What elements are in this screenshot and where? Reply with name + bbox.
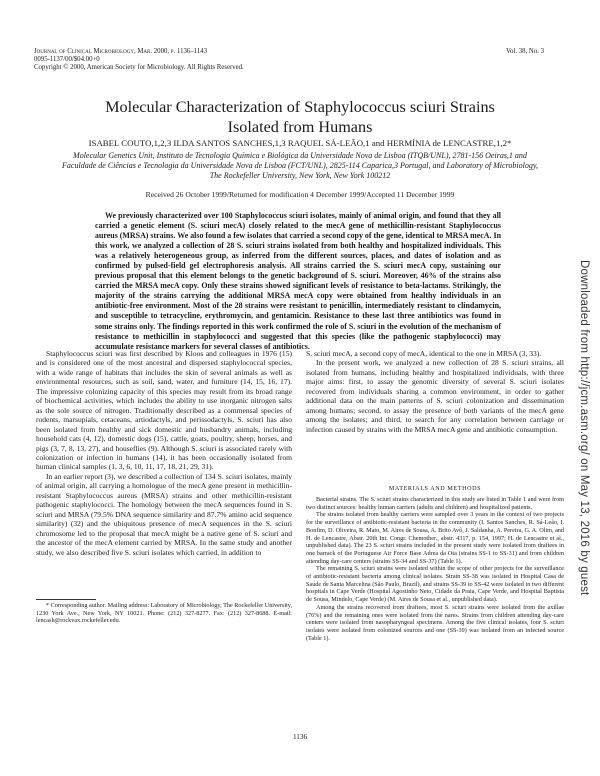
- methods-clinical: The remaining S. sciuri strains were isolated within the scope of other projects for the surveillance of antibiotic-resistant bacteria among clinical isolates. Strain SS-38 was isolated in Hospital Casa de Saúde de Santa Marcelina (São Paulo, Brazil), and strains SS-39 to SS-42 were isolated in two different hospitals in Cape Verde (Hospital Agostinho Neto, Cidade da Praia, Cape Verde, and Hospital Baptista de Sousa, Mindelo, Cape Verde) (M. Aires de Sousa et al., unpublished data).: [306, 565, 564, 604]
- footnote-rule: [36, 599, 96, 600]
- methods-strains: Bacterial strains. The S. sciuri strains characterized in this study are listed in Table 1 and were from two distinct sources: healthy human carriers (adults and children) and hospitalized patients.: [306, 496, 564, 511]
- right-column: [306, 349, 564, 434]
- footnote: * Corresponding author. Mailing address: Laboratory of Microbiology, The Rockefeller University, 1230 York Ave., New York, NY 10021. Phone: (212) 327-8277. Fax: (212) 327-8688. E-mail: lencash@rockvax.rockefeller.edu.: [36, 602, 292, 625]
- methods-healthy-carriers: The strains isolated from healthy carriers were sampled over 3 years in the context of two projects for the surveillance of antibiotic-resistant bacteria in the community (I. Santos Sanches, R. Sá-Leão, I. Bonfim, D. Oliveira, R. Mato, M. Aires de Sousa, A. Brito Avô, J. Saldanha, A. Pereira, G. A. Olim, and H. de Lencastre, Abstr. 20th Int. Congr. Chemother., abstr. 4317, p. 154, 1997; H. de Lencastre et al., unpublished data). The 23 S. sciuri strains included in the present study were isolated from draftees in one barrack of the Portuguese Air Force Base Adrea da Ota (strains SS-1 to SS-31) and from children attending day-care centers (strains SS-34 and SS-37) (Table 1).: [306, 511, 564, 565]
- page-number: 1136: [292, 733, 308, 741]
- intro-paragraph-aims: In the present work, we analyzed a new collection of 28 S. sciuri strains, all isolated from humans, including healthy and hospitalized individuals, with three major aims: first, to assay the genomic diversity of several S. sciuri isolates recovered from individuals sharing a common environment, in order to gather additional data on the main patterns of S. sciuri colonization and dissemination among humans; second, to assay the presence of both variants of the mecA gene among the isolates; and third, to search for any correlation between carriage or infection caused by strains with the MRSA mecA gene and antibiotic consumption.: [306, 358, 564, 434]
- paper-title: [0, 97, 600, 137]
- received-dates: Received 26 October 1999/Returned for modification 4 December 1999/Accepted 11 December 1999: [145, 190, 455, 199]
- issn: 0095-1137/00/$04.00+0: [34, 56, 100, 63]
- authors: ISABEL COUTO,1,2,3 ILDA SANTOS SANCHES,1,3 RAQUEL SÁ-LEÃO,1 and HERMÍNIA de LENCASTRE,1,2*: [88, 138, 512, 148]
- methods-sources: Among the strains recovered from draftees, most S. sciuri strains were isolated from the axillae (76%) and the remaining ones were isolated from the nares. Strains from children attending day-care centers were isolated from nasopharyngeal specimens. Among the five clinical isolates, four S. sciuri isolates were isolated from colonized sources and one (SS-39) was isolated from an infected source (Table 1).: [306, 603, 564, 642]
- section-heading: MATERIALS AND METHODS: [388, 486, 482, 492]
- volume: Vol. 38, No. 3: [506, 48, 545, 55]
- methods-text: [306, 496, 564, 642]
- copyright: Copyright © 2000, American Society for Microbiology. All Rights Reserved.: [34, 64, 244, 71]
- intro-paragraph-2: In an earlier report (3), we described a collection of 134 S. sciuri isolates, mainly of animal origin, all carrying a homologue of the mecA gene present in methicillin-resistant Staphylococcus aureus (MRSA) strains and other methicillin-resistant pathogenic staphylococci. The homology between the mecA sequences found in S. sciuri and MRSA (79.5% DNA sequence similarity and 87.7% amino acid sequence similarity) (32) and the ubiquitous presence of mecA sequences in the S. sciuri chromosome led to the proposal that mecA might be a native gene of S. sciuri and the ancestor of the mecA element carried by MRSA. In the same study and another study, we also described five S. sciuri isolates which carried, in addition to: [36, 471, 292, 557]
- download-watermark: Downloaded from http://jcm.asm.org/ on May 13, 2016 by guest: [578, 260, 590, 596]
- title-line-1: Molecular Characterization of Staphylococcus sciuri Strains: [105, 98, 495, 116]
- abstract: We previously characterized over 100 Staphylococcus sciuri isolates, mainly of animal origin, and found that they all carried a genetic element (S. sciuri mecA) closely related to the mecA gene of methicillin-resistant Staphylococcus aureus (MRSA) strains. We also found a few isolates that carried a second copy of the gene, identical to MRSA mecA. In this work, we analyzed a collection of 28 S. sciuri strains isolated from both healthy and hospitalized individuals. This was a relatively heterogeneous group, as inferred from the different sources, places, and dates of isolation and as confirmed by pulsed-field gel electrophoresis analysis. All strains carried the S. sciuri mecA copy, sustaining our previous proposal that this element belongs to the genetic background of S. sciuri. Moreover, 46% of the strains also carried the MRSA mecA copy. Only these strains showed significant levels of resistance to beta-lactams. Strikingly, the majority of the strains carrying the additional MRSA mecA copy were obtained from healthy individuals in an antibiotic-free environment. Most of the 28 strains were resistant to penicillin, intermediately resistant to clindamycin, and susceptible to tetracycline, erythromycin, and gentamicin. Resistance to these last three antibiotics was found in some strains only. The findings reported in this work confirmed the role of S. sciuri in the evolution of the mechanism of resistance to methicillin in staphylococci and suggested that this species (like the pathogenic staphylococci) may accumulate resistance markers for several classes of antibiotics.: [95, 211, 501, 351]
- affiliations: Molecular Genetics Unit, Instituto de Tecnologia Química e Biológica da Universidade Nova de Lisboa (ITQB/UNL), 2781-156 Oeiras,1 and Faculdade de Ciências e Tecnologia da Universidade Nova de Lisboa (FCT/UNL), 2825-114 Caparica,3 Portugal, and Laboratory of Microbiology, The Rockefeller University, New York, New York 100212: [62, 151, 538, 180]
- title-line-2: Isolated from Humans: [227, 118, 373, 136]
- intro-continued: S. sciuri mecA, a second copy of mecA, identical to the one in MRSA (3, 33).: [306, 349, 542, 358]
- left-column: [36, 349, 292, 557]
- intro-paragraph-1: Staphylococcus sciuri was first described by Kloos and colleagues in 1976 (15) and is considered one of the most ancestral and dispersed staphylococcal species, with a wide range of habitats that includes the skin of several animals as well as environmental resources, such as soil, sand, water, and furniture (14, 15, 16, 17). The impressive colonizing capacity of this species may result from its broad range of biochemical activities, which includes the ability to use inorganic nitrogen salts as the sole source of nitrogen. Traditionally described as a commensal species of rodents, marsupials, cetaceans, artiodactyls, and perissodactyls, S. sciuri has also been isolated from healthy and sick domestic and husbandry animals, including household cats (4, 12), domestic dogs (15), cattle, goats, poultry, sheep, horses, and pigs (3, 7, 8, 13, 27), and houseflies (9). Although S. sciuri is associated rarely with colonization or infection in humans (14), it has been occasionally isolated from human clinical samples (1, 3, 6, 10, 11, 17, 18, 21, 29, 31).: [36, 349, 292, 472]
- journal-line: Journal of Clinical Microbiology, Mar. 2000, p. 1136–1143: [34, 48, 208, 55]
